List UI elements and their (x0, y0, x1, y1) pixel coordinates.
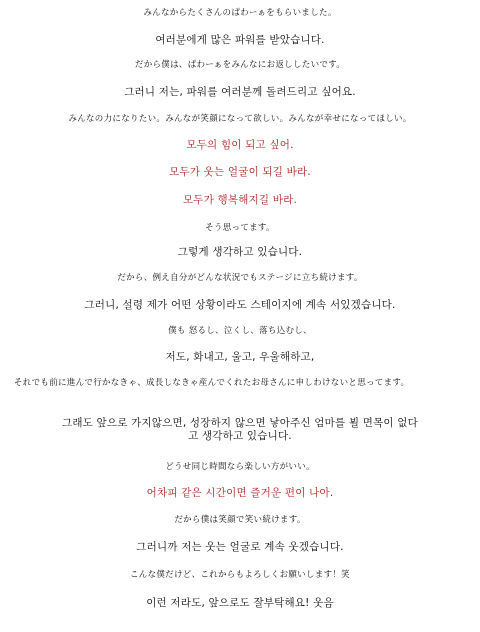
kr-highlight-line-4: 어차피 같은 시간이면 즐거운 편이 나아. (146, 487, 334, 499)
kr-line-6: 저도, 화내고, 울고, 우울해하고, (165, 351, 315, 363)
jp-line-4: そう思ってます。 (205, 223, 275, 233)
kr-highlight-line-1: 모두의 힘이 되고 싶어. (186, 139, 294, 151)
jp-line-2: だから僕は、ぱわーぁをみんなにお返ししたいです。 (134, 60, 346, 70)
jp-line-6: 僕も 怒るし、泣くし、落ち込むし、 (168, 326, 312, 336)
kr-line-7: 그래도 앞으로 가지않으면, 성장하지 않으면 낳아주신 엄마를 뵐 면목이 없다고 생각하고 있습니다. (61, 417, 418, 442)
jp-line-7: それでも前に進んで行かなきゃ、成長しなきゃ産んでくれたお母さんに申しわけないと思ってます。 (14, 378, 410, 388)
jp-line-10: こんな僕だけど、これからもよろしくお願いします！笑 (129, 570, 350, 580)
kr-highlight-line-3: 모두가 행복해지길 바라. (182, 194, 298, 206)
kr-highlight-line-2: 모두가 웃는 얼굴이 되길 바라. (169, 166, 311, 178)
kr-line-1: 여러분에게 많은 파워를 받았습니다. (155, 34, 325, 46)
jp-line-3: みんなの力になりたい。みんなが笑顔になって欲しい。みんなが幸せになってほしい。 (68, 114, 412, 124)
jp-line-5: だから、例え自分がどんな状況でもステージに立ち続けます。 (117, 273, 363, 283)
jp-line-8: どうせ同じ時間なら楽しい方がいい。 (165, 462, 315, 472)
jp-line-9: だから僕は笑顔で笑い続けます。 (174, 515, 306, 525)
kr-line-2: 그러니 저는, 파워를 여러분께 돌려드리고 싶어요. (124, 86, 356, 98)
jp-line-1: みんなからたくさんのぱわーぁをもらいました。 (143, 8, 337, 18)
kr-line-9: 그러니까 저는 웃는 얼굴로 계속 웃겠습니다. (136, 541, 344, 553)
kr-line-10: 이런 저라도, 앞으로도 잘부탁해요! 웃음 (146, 597, 334, 609)
kr-line-5: 그러니, 설령 제가 어떤 상황이라도 스테이지에 계속 서있겠습니다. (84, 299, 396, 311)
kr-line-4: 그렇게 생각하고 있습니다. (177, 246, 303, 258)
